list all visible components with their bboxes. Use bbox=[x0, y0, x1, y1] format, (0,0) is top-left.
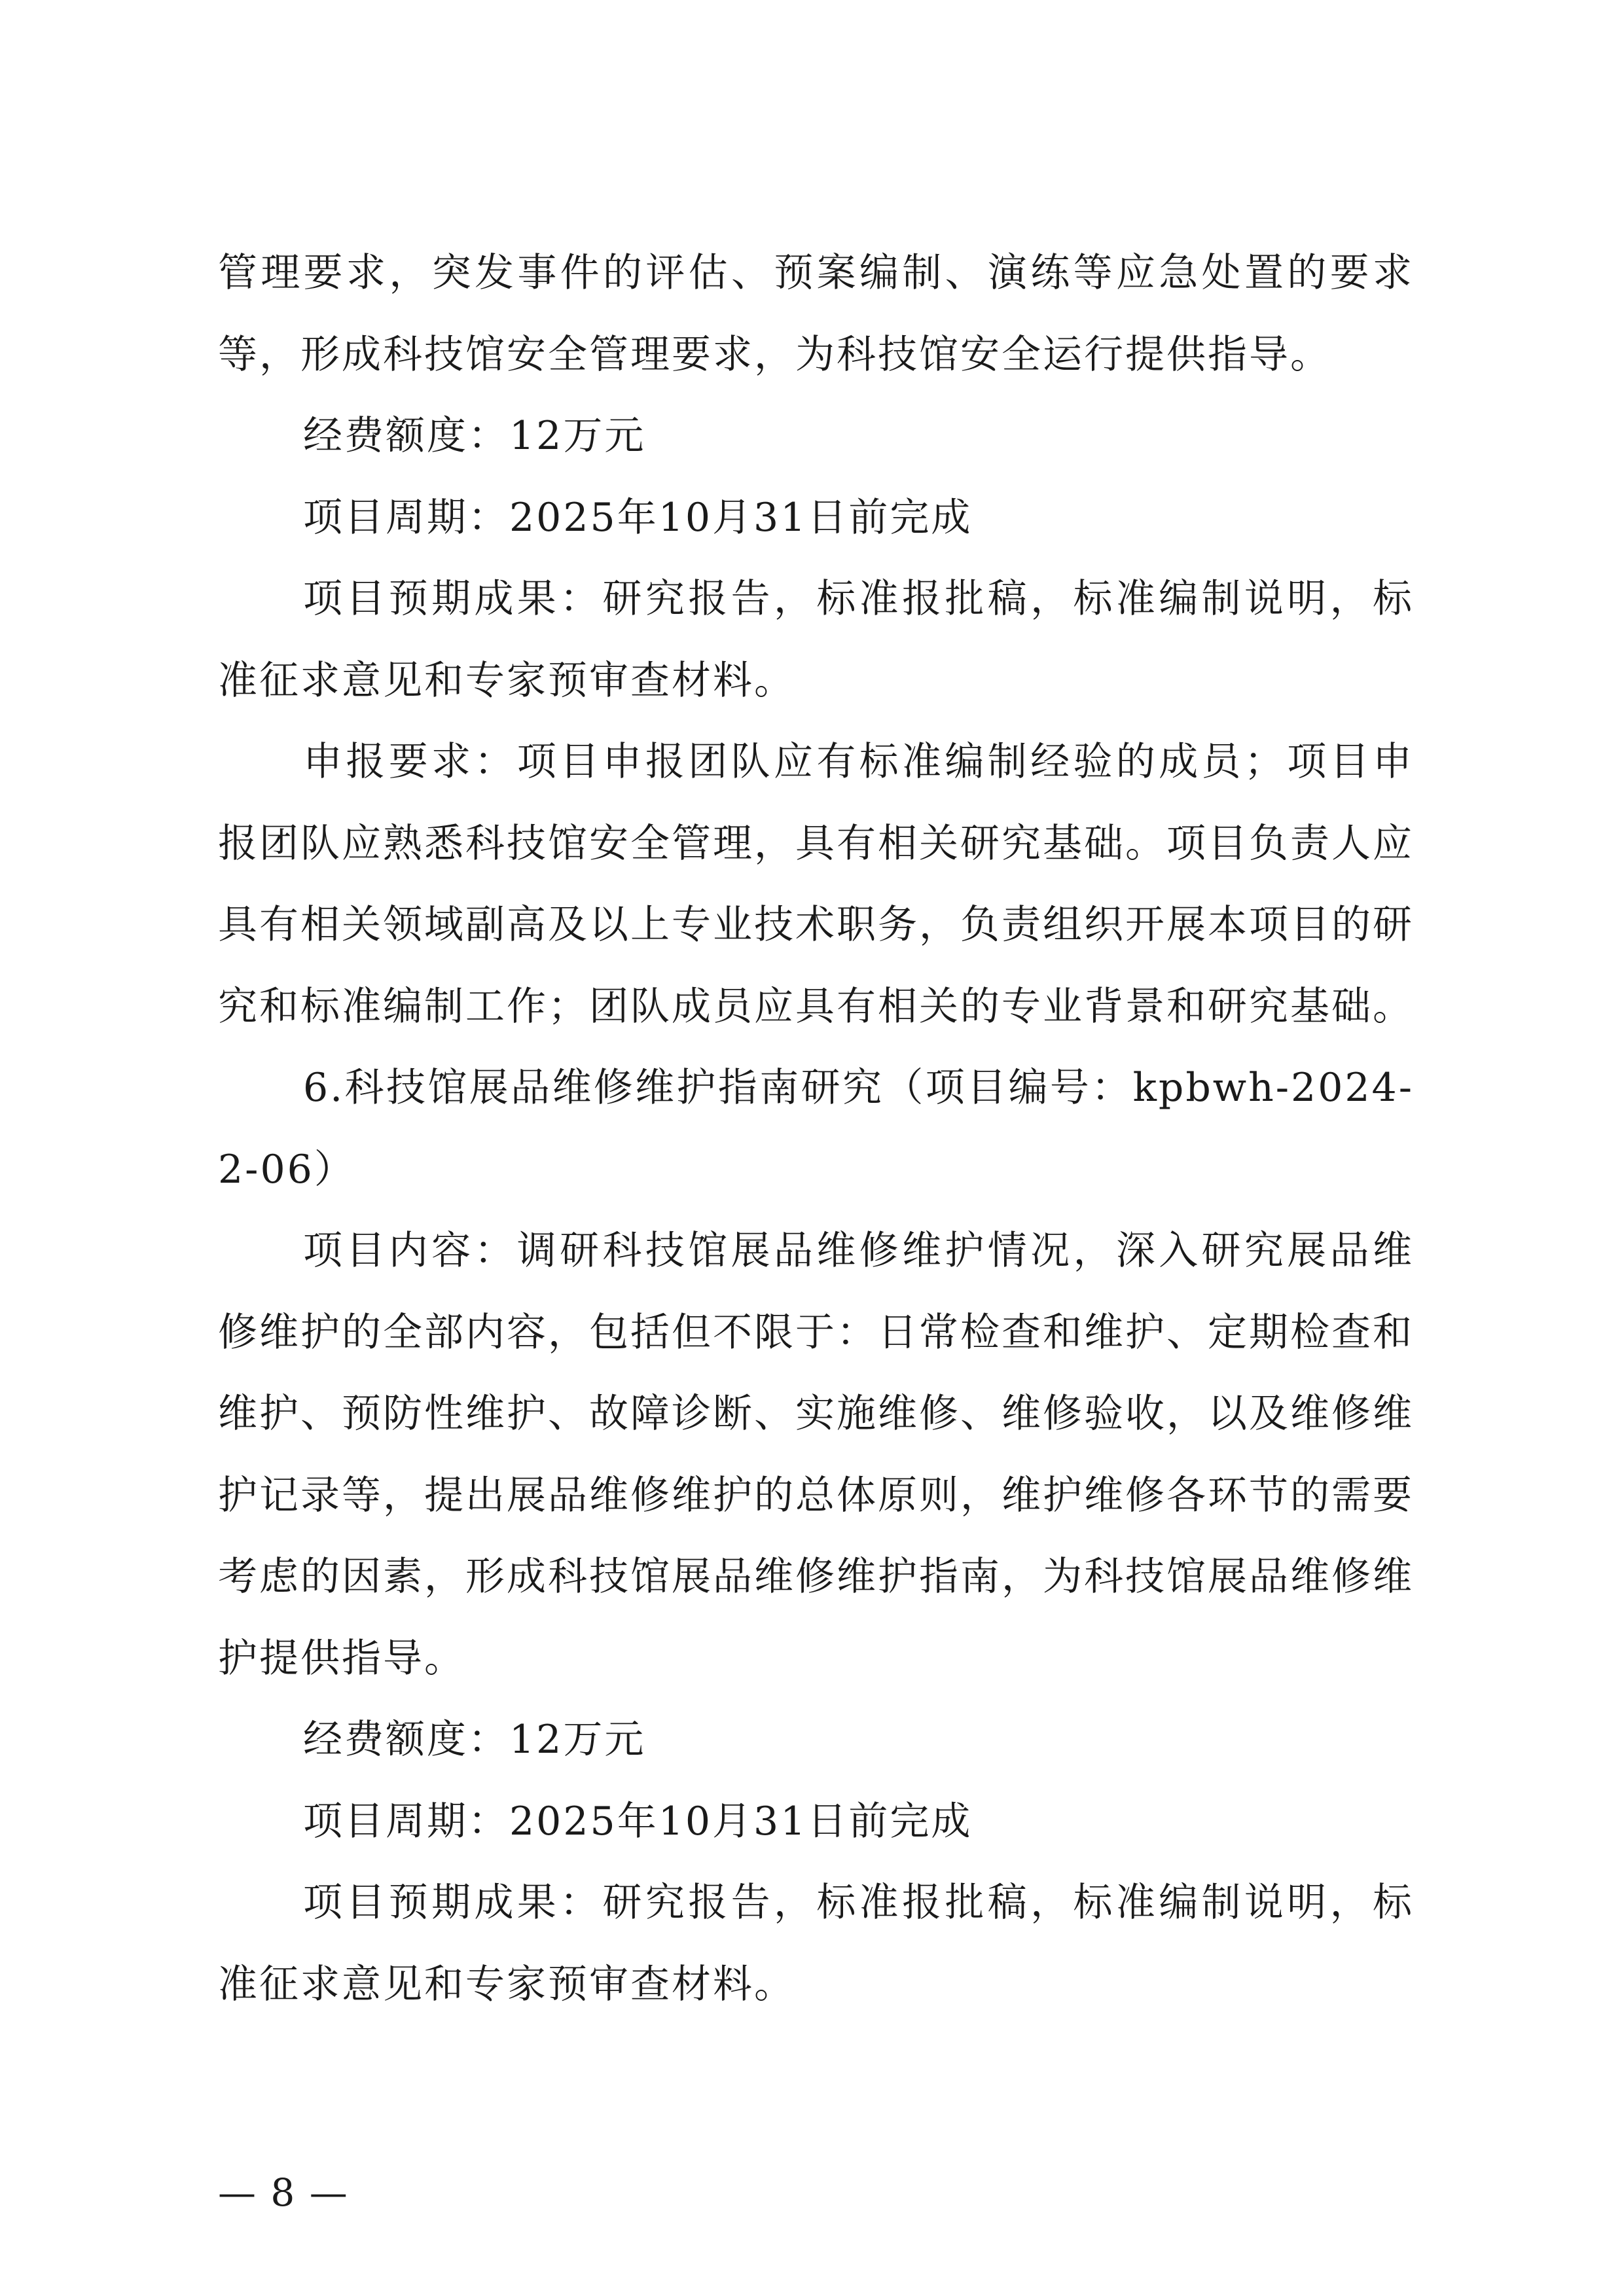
page-number: — 8 — bbox=[218, 2170, 349, 2215]
section-heading-project-6: 6.科技馆展品维修维护指南研究（项目编号：kpbwh-2024-2-06） bbox=[218, 1065, 1414, 1193]
body-text bbox=[218, 232, 1414, 2025]
paragraph-funding-amount: 经费额度：12万元 bbox=[303, 413, 646, 459]
paragraph-project-period-6: 项目周期：2025年10月31日前完成 bbox=[303, 1798, 973, 1844]
paragraph-expected-results-6: 项目预期成果：研究报告，标准报批稿，标准编制说明，标准征求意见和专家预审查材料。 bbox=[218, 1880, 1414, 2007]
paragraph-project-period: 项目周期：2025年10月31日前完成 bbox=[303, 494, 973, 541]
paragraph-project-content: 项目内容：调研科技馆展品维修维护情况，深入研究展品维修维护的全部内容，包括但不限于：日常检查和维护、定期检查和维护、预防性维护、故障诊断、实施维修、维修验收，以及维修维护记录等，提出展品维修维护的总体原则，维护维修各环节的需要考虑的因素，形成科技馆展品维修维护指南，为科技馆展品维修维护提供指导。 bbox=[218, 1228, 1414, 1681]
paragraph-management-requirements-continued: 管理要求，突发事件的评估、预案编制、演练等应急处置的要求等，形成科技馆安全管理要求，为科技馆安全运行提供指导。 bbox=[218, 250, 1414, 378]
paragraph-application-requirements: 申报要求：项目申报团队应有标准编制经验的成员；项目申报团队应熟悉科技馆安全管理，具有相关研究基础。项目负责人应具有相关领域副高及以上专业技术职务，负责组织开展本项目的研究和标准编制工作；团队成员应具有相关的专业背景和研究基础。 bbox=[218, 739, 1414, 1030]
paragraph-expected-results: 项目预期成果：研究报告，标准报批稿，标准编制说明，标准征求意见和专家预审查材料。 bbox=[218, 576, 1414, 704]
paragraph-funding-amount-6: 经费额度：12万元 bbox=[303, 1717, 646, 1763]
